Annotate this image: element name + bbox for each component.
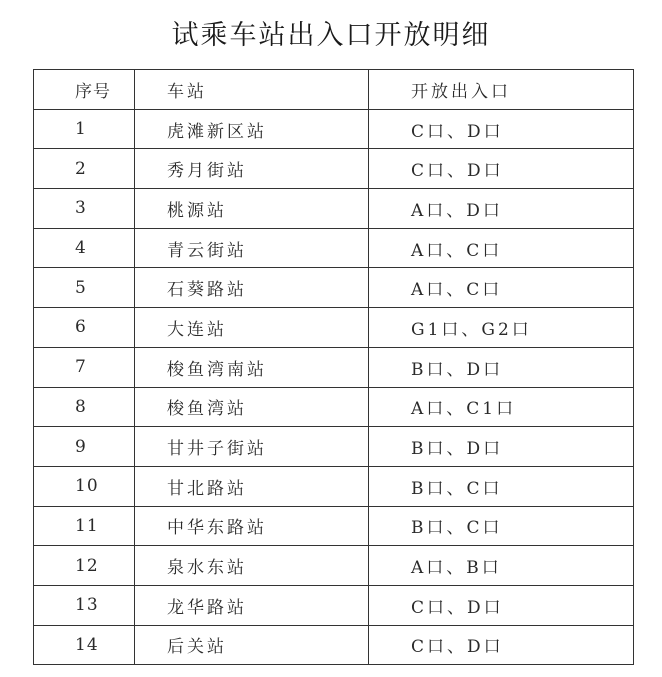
table-row <box>34 347 634 387</box>
row-index: 4 <box>34 228 135 268</box>
table-row <box>34 189 634 229</box>
station-name: 秀月街站 <box>135 149 369 189</box>
open-exits: C口、D口 <box>369 149 634 189</box>
row-index: 9 <box>34 427 135 467</box>
open-exits: C口、D口 <box>369 585 634 625</box>
table-row <box>34 506 634 546</box>
row-index: 14 <box>34 625 135 665</box>
header-index: 序号 <box>34 70 135 110</box>
table-row <box>34 427 634 467</box>
table-row <box>34 546 634 586</box>
station-name: 梭鱼湾南站 <box>135 347 369 387</box>
open-exits: B口、C口 <box>369 466 634 506</box>
open-exits: B口、D口 <box>369 427 634 467</box>
table-row <box>34 466 634 506</box>
station-name: 桃源站 <box>135 189 369 229</box>
open-exits: C口、D口 <box>369 625 634 665</box>
station-name: 虎滩新区站 <box>135 109 369 149</box>
page-title: 试乘车站出入口开放明细 <box>171 20 491 51</box>
row-index: 8 <box>34 387 135 427</box>
open-exits: A口、B口 <box>369 546 634 586</box>
header-exits: 开放出入口 <box>369 70 634 110</box>
row-index: 11 <box>34 506 135 546</box>
station-name: 甘井子街站 <box>135 427 369 467</box>
open-exits: C口、D口 <box>369 109 634 149</box>
open-exits: B口、C口 <box>369 506 634 546</box>
table-row <box>34 149 634 189</box>
open-exits: A口、C1口 <box>369 387 634 427</box>
station-name: 泉水东站 <box>135 546 369 586</box>
row-index: 1 <box>34 109 135 149</box>
table-header-row <box>34 70 634 110</box>
open-exits: A口、C口 <box>369 228 634 268</box>
table-row <box>34 625 634 665</box>
station-name: 青云街站 <box>135 228 369 268</box>
row-index: 2 <box>34 149 135 189</box>
station-exits-table <box>33 69 634 665</box>
station-name: 石葵路站 <box>135 268 369 308</box>
open-exits: B口、D口 <box>369 347 634 387</box>
row-index: 7 <box>34 347 135 387</box>
station-name: 大连站 <box>135 308 369 348</box>
table-body <box>34 109 634 665</box>
station-name: 中华东路站 <box>135 506 369 546</box>
open-exits: A口、D口 <box>369 189 634 229</box>
row-index: 6 <box>34 308 135 348</box>
station-name: 龙华路站 <box>135 585 369 625</box>
table-row <box>34 308 634 348</box>
row-index: 3 <box>34 189 135 229</box>
row-index: 12 <box>34 546 135 586</box>
row-index: 10 <box>34 466 135 506</box>
table-row <box>34 387 634 427</box>
station-name: 梭鱼湾站 <box>135 387 369 427</box>
header-station: 车站 <box>135 70 369 110</box>
open-exits: A口、C口 <box>369 268 634 308</box>
table-row <box>34 585 634 625</box>
table-row <box>34 228 634 268</box>
table-row <box>34 109 634 149</box>
row-index: 5 <box>34 268 135 308</box>
station-name: 甘北路站 <box>135 466 369 506</box>
row-index: 13 <box>34 585 135 625</box>
open-exits: G1口、G2口 <box>369 308 634 348</box>
station-name: 后关站 <box>135 625 369 665</box>
table-row <box>34 268 634 308</box>
